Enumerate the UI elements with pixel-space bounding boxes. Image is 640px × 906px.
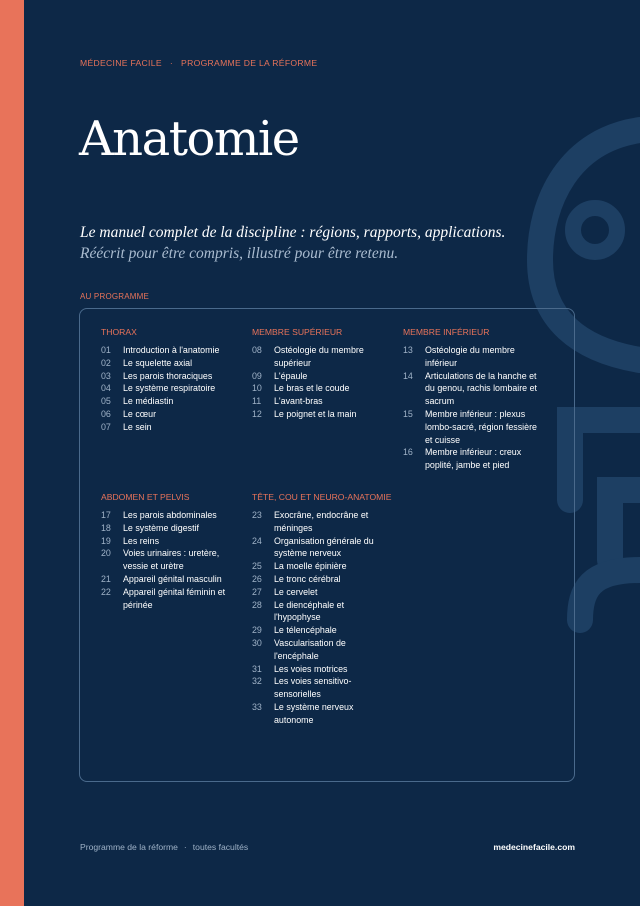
chapter-item [252, 395, 392, 408]
accent-bar [0, 0, 24, 906]
chapter-title: Le cervelet [274, 586, 318, 597]
section-column [403, 326, 543, 472]
chapter-number: 27 [252, 586, 262, 597]
chapter-item [101, 522, 241, 535]
chapter-item [252, 370, 392, 383]
chapter-number: 32 [252, 676, 262, 687]
chapter-item [101, 370, 241, 383]
program-name: PROGRAMME DE LA RÉFORME [181, 58, 318, 68]
chapter-title: Membre inférieur : creux poplité, jambe et pied [425, 447, 522, 471]
chapter-title: Le squelette axial [123, 357, 193, 368]
footer-program: Programme de la réforme [80, 842, 178, 852]
chapter-title: Le système nerveux autonome [274, 701, 354, 725]
chapter-title: Ostéologie du membre supérieur [274, 345, 364, 368]
chapter-item [101, 382, 241, 395]
chapter-number: 18 [101, 522, 111, 533]
chapter-number: 30 [252, 637, 262, 648]
chapter-number: 13 [403, 345, 413, 355]
chapter-number: 23 [252, 510, 262, 520]
chapter-title: Voies urinaires : uretère, vessie et urètre [123, 548, 220, 572]
chapter-title: Les reins [123, 535, 160, 546]
chapter-number: 14 [403, 370, 413, 381]
chapter-title: Les voies sensitivo-sensorielles [274, 676, 352, 700]
chapter-number: 20 [101, 548, 111, 559]
chapter-number: 07 [101, 421, 111, 432]
chapter-number: 22 [101, 586, 111, 597]
header-eyebrow [80, 58, 317, 68]
chapter-title: Articulations de la hanche et du genou, rachis lombaire et sacrum [425, 370, 537, 407]
chapter-number: 29 [252, 625, 262, 636]
chapter-item [403, 446, 543, 472]
chapter-title: Le sein [123, 421, 152, 432]
chapter-title: Le système digestif [123, 522, 199, 533]
tagline [80, 222, 505, 264]
chapter-title: Le système respiratoire [123, 383, 216, 394]
chapter-title: Vascularisation de l'encéphale [274, 637, 346, 661]
footer-faculties: toutes facultés [192, 842, 249, 852]
chapter-title: Appareil génital masculin [123, 573, 222, 584]
chapter-number: 21 [101, 573, 111, 584]
chapter-title: Le poignet et la main [274, 408, 357, 419]
chapter-title: Appareil génital féminin et périnée [123, 586, 226, 610]
section-heading: THORAX [101, 327, 137, 337]
tagline-line-1: Le manuel complet de la discipline : régions, rapports, applications. [80, 224, 506, 241]
chapter-title: Les parois abdominales [123, 510, 217, 520]
chapter-item [252, 701, 392, 727]
chapter-number: 12 [252, 408, 262, 419]
chapter-item [252, 560, 392, 573]
chapter-number: 16 [403, 447, 413, 458]
chapter-number: 19 [101, 535, 111, 546]
chapter-item [101, 408, 241, 421]
chapter-title: Le diencéphale et l'hypophyse [274, 599, 345, 623]
chapter-title: Organisation générale du système nerveux [274, 535, 374, 559]
chapter-number: 04 [101, 383, 111, 394]
chapter-number: 26 [252, 573, 262, 584]
brand-name: MÉDECINE FACILE [80, 58, 162, 68]
chapter-number: 03 [101, 370, 111, 381]
section-label: AU PROGRAMME [80, 292, 150, 301]
chapter-item [403, 370, 543, 408]
chapter-number: 08 [252, 345, 262, 355]
section-column [101, 326, 241, 434]
chapter-item [252, 573, 392, 586]
chapter-title: L'épaule [274, 370, 308, 381]
tagline-line-2: Réécrit pour être compris, illustré pour être retenu. [80, 245, 399, 262]
chapter-title: Le tronc cérébral [274, 573, 341, 584]
chapter-number: 09 [252, 370, 262, 381]
chapter-item [252, 624, 392, 637]
chapter-title: Les parois thoraciques [123, 370, 213, 381]
header-separator: · [169, 58, 174, 68]
chapter-item [403, 408, 543, 446]
chapter-number: 28 [252, 599, 262, 610]
chapter-title: Le médiastin [123, 396, 174, 407]
section-heading: ABDOMEN ET PELVIS [101, 492, 190, 502]
chapter-number: 02 [101, 357, 111, 368]
chapter-item [101, 395, 241, 408]
chapter-title: Le télencéphale [274, 625, 337, 636]
chapter-item [252, 408, 392, 421]
chapter-item [101, 573, 241, 586]
chapter-number: 24 [252, 535, 262, 546]
chapter-item [101, 357, 241, 370]
chapter-title: L'avant-bras [274, 396, 323, 407]
chapter-item [252, 535, 392, 561]
chapter-title: La moelle épinière [274, 561, 347, 572]
section-heading: MEMBRE INFÉRIEUR [403, 327, 490, 337]
section-heading: MEMBRE SUPÉRIEUR [252, 327, 343, 337]
chapter-title: Membre inférieur : plexus lombo-sacré, région fessière et cuisse [425, 408, 537, 445]
program-box [79, 308, 575, 782]
chapter-item [252, 382, 392, 395]
chapter-item [252, 663, 392, 676]
chapter-item [252, 599, 392, 625]
chapter-number: 10 [252, 383, 262, 394]
footer-separator: · [183, 842, 187, 852]
chapter-item [403, 344, 543, 370]
chapter-item [252, 637, 392, 663]
section-column [101, 491, 241, 611]
chapter-title: Exocrâne, endocrâne et méninges [274, 510, 369, 533]
website-link[interactable]: medecinefacile.com [493, 842, 575, 852]
chapter-item [101, 535, 241, 548]
chapter-title: Ostéologie du membre inférieur [425, 345, 515, 368]
chapter-title: Les voies motrices [274, 663, 348, 674]
chapter-number: 05 [101, 396, 111, 407]
chapter-number: 11 [252, 396, 262, 407]
footer-left [80, 842, 248, 852]
chapter-number: 15 [403, 408, 413, 419]
chapter-number: 31 [252, 663, 262, 674]
chapter-item [252, 344, 392, 370]
chapter-item [101, 586, 241, 612]
chapter-item [101, 344, 241, 357]
chapter-number: 06 [101, 408, 111, 419]
chapter-number: 25 [252, 561, 262, 572]
section-column [252, 326, 392, 421]
chapter-item [252, 675, 392, 701]
chapter-item [101, 547, 241, 573]
chapter-item [252, 586, 392, 599]
chapter-number: 01 [101, 345, 111, 355]
chapter-item [101, 421, 241, 434]
section-heading: TÊTE, COU ET NEURO-ANATOMIE [252, 492, 392, 502]
chapter-item [252, 509, 392, 535]
chapter-number: 33 [252, 701, 262, 712]
section-column [252, 491, 392, 727]
chapter-title: Introduction à l'anatomie [123, 345, 220, 355]
chapter-title: Le bras et le coude [274, 383, 350, 394]
chapter-number: 17 [101, 510, 111, 520]
page-title: Anatomie [79, 111, 299, 167]
chapter-title: Le cœur [123, 408, 157, 419]
chapter-item [101, 509, 241, 522]
